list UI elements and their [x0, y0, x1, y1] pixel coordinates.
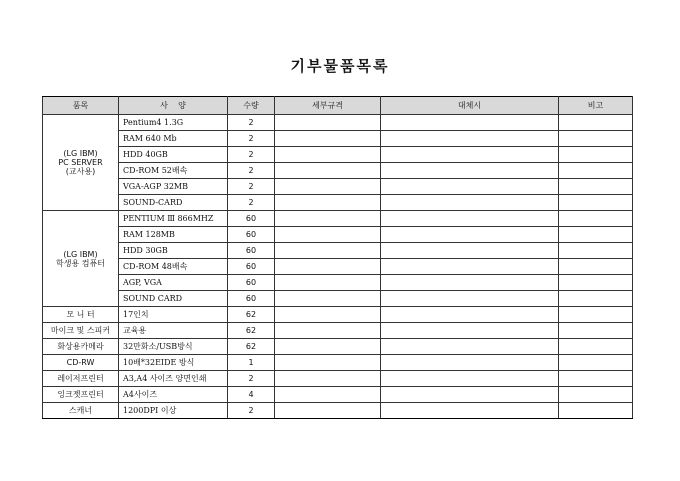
- note-cell: [559, 195, 633, 211]
- category-cell: 마이크 및 스피커: [43, 323, 119, 339]
- substitute-cell: [381, 323, 559, 339]
- qty-cell: 1: [228, 355, 275, 371]
- spec-cell: 10배*32EIDE 방식: [119, 355, 228, 371]
- spec-cell: A4사이즈: [119, 387, 228, 403]
- qty-cell: 60: [228, 211, 275, 227]
- category-cell: 레이저프린터: [43, 371, 119, 387]
- spec-cell: 17인치: [119, 307, 228, 323]
- spec-cell: A3,A4 사이즈 양면인쇄: [119, 371, 228, 387]
- note-cell: [559, 355, 633, 371]
- detail-cell: [275, 195, 381, 211]
- detail-cell: [275, 227, 381, 243]
- note-cell: [559, 163, 633, 179]
- detail-cell: [275, 323, 381, 339]
- detail-cell: [275, 147, 381, 163]
- detail-cell: [275, 115, 381, 131]
- spec-cell: SOUND-CARD: [119, 195, 228, 211]
- table-row: [43, 115, 633, 131]
- qty-cell: 2: [228, 147, 275, 163]
- spec-cell: RAM 640 Mb: [119, 131, 228, 147]
- qty-cell: 2: [228, 131, 275, 147]
- table-row: [43, 307, 633, 323]
- detail-cell: [275, 403, 381, 419]
- qty-cell: 2: [228, 179, 275, 195]
- qty-cell: 2: [228, 195, 275, 211]
- spec-cell: CD-ROM 48배속: [119, 259, 228, 275]
- substitute-cell: [381, 147, 559, 163]
- note-cell: [559, 179, 633, 195]
- header-item: 품목: [43, 97, 119, 115]
- category-line: (LG IBM): [63, 149, 98, 158]
- table-row: [43, 211, 633, 227]
- table-row: [43, 243, 633, 259]
- category-cell: 잉크젯프린터: [43, 387, 119, 403]
- detail-cell: [275, 387, 381, 403]
- substitute-cell: [381, 339, 559, 355]
- substitute-cell: [381, 291, 559, 307]
- table-row: [43, 355, 633, 371]
- qty-cell: 2: [228, 115, 275, 131]
- note-cell: [559, 339, 633, 355]
- spec-cell: HDD 40GB: [119, 147, 228, 163]
- category-cell: [43, 211, 119, 307]
- table-row: [43, 291, 633, 307]
- note-cell: [559, 147, 633, 163]
- detail-cell: [275, 371, 381, 387]
- header-detail: 세부규격: [275, 97, 381, 115]
- note-cell: [559, 259, 633, 275]
- substitute-cell: [381, 259, 559, 275]
- detail-cell: [275, 259, 381, 275]
- table-row: [43, 179, 633, 195]
- substitute-cell: [381, 163, 559, 179]
- spec-cell: RAM 128MB: [119, 227, 228, 243]
- substitute-cell: [381, 179, 559, 195]
- category-cell: 스캐너: [43, 403, 119, 419]
- table-row: [43, 387, 633, 403]
- substitute-cell: [381, 371, 559, 387]
- qty-cell: 60: [228, 243, 275, 259]
- header-note: 비고: [559, 97, 633, 115]
- detail-cell: [275, 307, 381, 323]
- table-row: [43, 259, 633, 275]
- spec-cell: 32만화소/USB방식: [119, 339, 228, 355]
- note-cell: [559, 323, 633, 339]
- substitute-cell: [381, 227, 559, 243]
- note-cell: [559, 115, 633, 131]
- substitute-cell: [381, 403, 559, 419]
- note-cell: [559, 291, 633, 307]
- header-substitute: 대체시: [381, 97, 559, 115]
- qty-cell: 62: [228, 339, 275, 355]
- category-cell: CD-RW: [43, 355, 119, 371]
- qty-cell: 60: [228, 275, 275, 291]
- page-title: 기부물품목록: [290, 57, 390, 75]
- detail-cell: [275, 355, 381, 371]
- substitute-cell: [381, 195, 559, 211]
- table-row: [43, 147, 633, 163]
- qty-cell: 2: [228, 371, 275, 387]
- category-line: (LG IBM): [63, 249, 98, 259]
- substitute-cell: [381, 131, 559, 147]
- table-row: [43, 323, 633, 339]
- category-line: (교사용): [65, 167, 96, 176]
- detail-cell: [275, 163, 381, 179]
- spec-cell: 교육용: [119, 323, 228, 339]
- qty-cell: 4: [228, 387, 275, 403]
- detail-cell: [275, 339, 381, 355]
- category-cell: 화상용카메라: [43, 339, 119, 355]
- table-row: [43, 403, 633, 419]
- qty-cell: 62: [228, 307, 275, 323]
- category-cell: [43, 115, 119, 211]
- note-cell: [559, 307, 633, 323]
- category-line: PC SERVER: [58, 158, 103, 167]
- note-cell: [559, 211, 633, 227]
- substitute-cell: [381, 387, 559, 403]
- spec-cell: AGP, VGA: [119, 275, 228, 291]
- qty-cell: 60: [228, 227, 275, 243]
- detail-cell: [275, 291, 381, 307]
- detail-cell: [275, 275, 381, 291]
- spec-cell: SOUND CARD: [119, 291, 228, 307]
- spec-cell: CD-ROM 52배속: [119, 163, 228, 179]
- table-row: [43, 275, 633, 291]
- note-cell: [559, 371, 633, 387]
- note-cell: [559, 131, 633, 147]
- table-row: [43, 195, 633, 211]
- table-row: [43, 371, 633, 387]
- table-body: [43, 115, 633, 419]
- qty-cell: 60: [228, 291, 275, 307]
- qty-cell: 2: [228, 403, 275, 419]
- note-cell: [559, 275, 633, 291]
- substitute-cell: [381, 307, 559, 323]
- table-row: [43, 131, 633, 147]
- donation-table: [42, 96, 633, 419]
- spec-cell: Pentium4 1.3G: [119, 115, 228, 131]
- substitute-cell: [381, 243, 559, 259]
- header-spec: 사 양: [119, 97, 228, 115]
- spec-cell: VGA-AGP 32MB: [119, 179, 228, 195]
- header-qty: 수량: [228, 97, 275, 115]
- detail-cell: [275, 243, 381, 259]
- header-row: [43, 97, 633, 115]
- category-line: 학생용 컴퓨터: [56, 258, 105, 268]
- detail-cell: [275, 211, 381, 227]
- substitute-cell: [381, 211, 559, 227]
- note-cell: [559, 227, 633, 243]
- table-row: [43, 163, 633, 179]
- qty-cell: 2: [228, 163, 275, 179]
- substitute-cell: [381, 355, 559, 371]
- table-row: [43, 227, 633, 243]
- spec-cell: 1200DPI 이상: [119, 403, 228, 419]
- spec-cell: HDD 30GB: [119, 243, 228, 259]
- note-cell: [559, 403, 633, 419]
- note-cell: [559, 243, 633, 259]
- detail-cell: [275, 179, 381, 195]
- table-row: [43, 339, 633, 355]
- qty-cell: 62: [228, 323, 275, 339]
- qty-cell: 60: [228, 259, 275, 275]
- substitute-cell: [381, 275, 559, 291]
- substitute-cell: [381, 115, 559, 131]
- detail-cell: [275, 131, 381, 147]
- note-cell: [559, 387, 633, 403]
- category-cell: 모 니 터: [43, 307, 119, 323]
- spec-cell: PENTIUM Ⅲ 866MHZ: [119, 211, 228, 227]
